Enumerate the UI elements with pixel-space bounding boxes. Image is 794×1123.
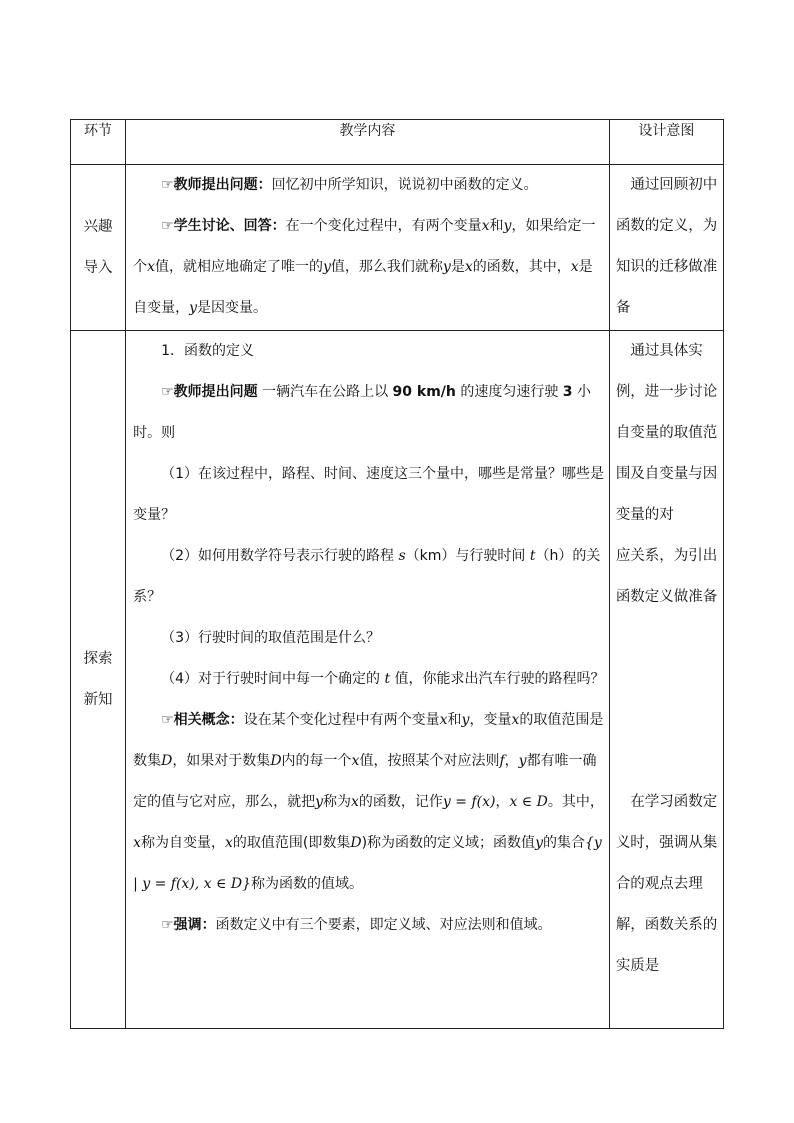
question-text: 一辆汽车在公路上以	[257, 384, 393, 400]
math-var: D	[270, 753, 282, 769]
answer-text: 和	[489, 218, 504, 234]
math-var: x	[481, 218, 490, 234]
question-4	[133, 659, 605, 700]
concept-text: 称为	[323, 794, 351, 810]
teacher-question-text: 回忆初中所学知识，说说初中函数的定义。	[271, 177, 538, 193]
intent-spacer	[616, 659, 720, 700]
intent-text-2: 应关系，为引出函数定义做准备	[615, 548, 718, 605]
math-var: y	[322, 259, 331, 275]
question-text: （4）对于行驶时间中每一个确定的	[161, 671, 385, 687]
answer-text: 值，就相应地确定了唯一的	[154, 259, 323, 275]
math-var: y	[189, 300, 197, 316]
stage-label-line1: 兴趣	[83, 218, 113, 235]
concept-marker: ☞相关概念：	[161, 712, 244, 728]
math-var: x	[351, 794, 359, 810]
emphasis-paragraph	[133, 905, 605, 946]
content-cell-explore	[126, 331, 610, 1029]
answer-text: 是自变量，	[133, 259, 593, 316]
question-text: （2）如何用数学符号表示行驶的路程	[161, 548, 399, 564]
teacher-question-marker: ☞教师提出问题	[161, 384, 258, 400]
intent-text-3: 在学习函数定义时，强调从集合的观点去理解，函数关系的实质是	[615, 794, 718, 974]
math-var: y	[535, 835, 543, 851]
question-3: （3）行驶时间的取值范围是什么？	[161, 630, 380, 646]
math-var: t	[529, 548, 536, 564]
stage-label-line2: 导入	[83, 259, 113, 276]
math-var: x	[464, 259, 473, 275]
emphasis-marker: ☞强调：	[161, 917, 216, 933]
intent-spacer	[616, 741, 720, 782]
concept-text: 设在某个变化过程中有两个变量	[243, 712, 440, 728]
header-stage: 环节	[71, 120, 126, 165]
concept-text: )称为函数的定义域；函数值	[361, 835, 536, 851]
header-content: 教学内容	[126, 120, 610, 165]
concept-text: 的取值范围是数集	[133, 712, 604, 769]
concept-text: ，变量	[469, 712, 512, 728]
concept-text: 称为函数的值域。	[250, 876, 363, 892]
stage-label-line1: 探索	[83, 650, 113, 667]
table-header-row	[71, 120, 724, 165]
question-2	[133, 536, 605, 618]
question-text: 的速度匀速行驶	[455, 384, 563, 400]
answer-text: 是因变量。	[197, 300, 267, 316]
question-text: 值，你能求出汽车行驶的路程吗？	[390, 671, 605, 687]
math-var: D	[350, 835, 362, 851]
intent-spacer	[616, 700, 720, 741]
math-var: x	[351, 753, 360, 769]
math-var: x	[511, 712, 520, 728]
math-var: D	[161, 753, 173, 769]
concept-text: 的函数，记作	[358, 794, 443, 810]
stage-cell-intro	[71, 165, 126, 331]
concept-text: 称为自变量，	[140, 835, 225, 851]
concept-text: 都有唯一确定的值与它对应，那么，就把	[133, 753, 597, 810]
content-cell-intro	[126, 165, 610, 331]
concept-text: 的取值范围(即数集	[232, 835, 351, 851]
hours-value: 3	[562, 384, 573, 400]
section-title: 1．函数的定义	[161, 343, 254, 359]
math-var: x	[570, 259, 579, 275]
concept-text: ，如果对于数集	[172, 753, 271, 769]
math-var: y	[461, 712, 470, 728]
math-var: t	[384, 671, 391, 687]
math-var: y	[442, 259, 451, 275]
answer-text: 值，那么我们就称	[330, 259, 443, 275]
concept-text: 的集合	[542, 835, 585, 851]
math-var: s	[398, 548, 406, 564]
question-1: （1）在该过程中，路程、时间、速度这三个量中，哪些是常量？哪些是变量？	[133, 466, 604, 523]
concept-text: 内的每一个	[281, 753, 352, 769]
answer-text: 的函数，其中，	[472, 259, 571, 275]
question-text: （km）与行驶时间	[405, 548, 530, 564]
concept-text: 值，按照某个对应法则	[359, 753, 500, 769]
math-var: y	[315, 794, 323, 810]
emphasis-text: 函数定义中有三个要素，即定义域、对应法则和值域。	[215, 917, 552, 933]
math-var: y	[518, 753, 527, 769]
formula-function: y = f(x)	[442, 794, 496, 810]
intent-cell-explore	[609, 331, 723, 1029]
question-text: （h）的关系？	[133, 548, 601, 605]
answer-text: ，如果给定一个	[133, 218, 596, 275]
math-var: x	[439, 712, 448, 728]
intent-text-1: 通过具体实例，进一步讨论自变量的取值范围及自变量与因变量的对	[615, 343, 718, 523]
math-var: x	[147, 259, 155, 275]
math-var: x	[133, 835, 141, 851]
math-var: f	[499, 753, 505, 769]
concept-text: 。其中，	[547, 794, 604, 810]
concept-paragraph	[133, 700, 605, 905]
formula-domain: x ∈ D	[509, 794, 548, 810]
speed-value: 90 km/h	[392, 384, 456, 400]
teacher-question-paragraph	[133, 372, 605, 454]
stage-label-line2: 新知	[83, 691, 113, 708]
stage-cell-explore	[71, 331, 126, 1029]
teacher-question-marker: ☞教师提出问题：	[161, 177, 272, 193]
intent-spacer	[616, 618, 720, 659]
intent-cell-intro	[609, 165, 723, 331]
question-text: 小时。则	[133, 384, 591, 441]
formula-range: {y | y = f(x), x ∈ D}	[133, 835, 602, 892]
header-intent: 设计意图	[609, 120, 723, 165]
concept-text: ，	[495, 794, 510, 810]
table-row-explore	[71, 331, 724, 1029]
answer-text: 在一个变化过程中，有两个变量	[285, 218, 482, 234]
student-answer-paragraph	[133, 206, 605, 329]
intent-text: 通过回顾初中函数的定义，为知识的迁移做准备	[615, 177, 718, 316]
math-var: y	[503, 218, 512, 234]
concept-text: ，	[504, 753, 519, 769]
math-var: x	[224, 835, 233, 851]
student-answer-marker: ☞学生讨论、回答：	[161, 218, 286, 234]
lesson-plan-table	[70, 119, 724, 1029]
table-row-intro	[71, 165, 724, 331]
concept-text: 和	[447, 712, 462, 728]
answer-text: 是	[450, 259, 465, 275]
teacher-question-paragraph	[133, 165, 605, 206]
